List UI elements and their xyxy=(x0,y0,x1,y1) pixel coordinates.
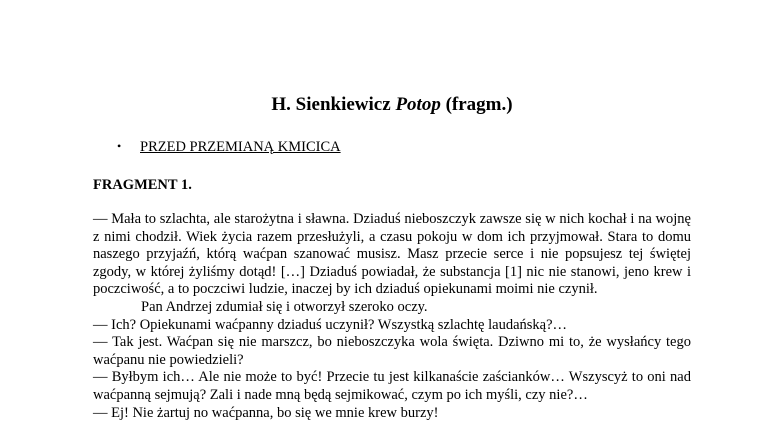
fragment-heading: FRAGMENT 1. xyxy=(93,177,192,193)
paragraph-6: — Ej! Nie żartuj no waćpanna, bo się we mnie krew burzy! xyxy=(93,404,439,421)
bullet-icon: • xyxy=(117,139,122,153)
title-suffix: (fragm.) xyxy=(440,94,513,115)
document-title xyxy=(0,94,784,116)
title-author: H. Sienkiewicz xyxy=(271,94,396,115)
body-text xyxy=(93,211,691,422)
section-bullet-item xyxy=(117,137,341,156)
paragraph-5: — Byłbym ich… Ale nie może to być! Przecie tu jest kilkanaście zaścianków… Wszyscyż to oni nad waćpanną sejmują? Zali i nade mną będą sejmikować, czym po ich myśli, czy nie?… xyxy=(93,369,691,403)
paragraph-4: — Tak jest. Waćpan się nie marszcz, bo nieboszczyka wola święta. Dziwno mi to, że wysłańcy tego waćpanu nie powiedzieli? xyxy=(93,334,691,368)
paragraph-3: — Ich? Opiekunami waćpanny dziaduś uczynił? Wszystką szlachtę laudańską?… xyxy=(93,316,568,333)
title-work: Potop xyxy=(395,94,441,115)
paragraph-1: — Mała to szlachta, ale starożytna i sławna. Dziaduś nieboszczyk zawsze się w nich kochał i na wojnę z nimi chodził. Wiek życia razem przesłużyli, a czasu pokoju w dom ich przyjmował. Stara to domu naszego przyjaźń, którą waćpan szanować musisz. Masz przecie serce i nie popsujesz tej świętej zgody, w której żyliśmy dotąd! […] Dziaduś powiadał, że substancja [1] nic nie stanowi, jeno krew i poczciwość, a to poczciwi ludzie, inaczej by ich dziaduś opiekunami moimi nie czynił. xyxy=(93,211,691,298)
paragraph-2: Pan Andrzej zdumiał się i otworzył szeroko oczy. xyxy=(141,298,428,315)
section-title: PRZED PRZEMIANĄ KMICICA xyxy=(140,139,341,155)
